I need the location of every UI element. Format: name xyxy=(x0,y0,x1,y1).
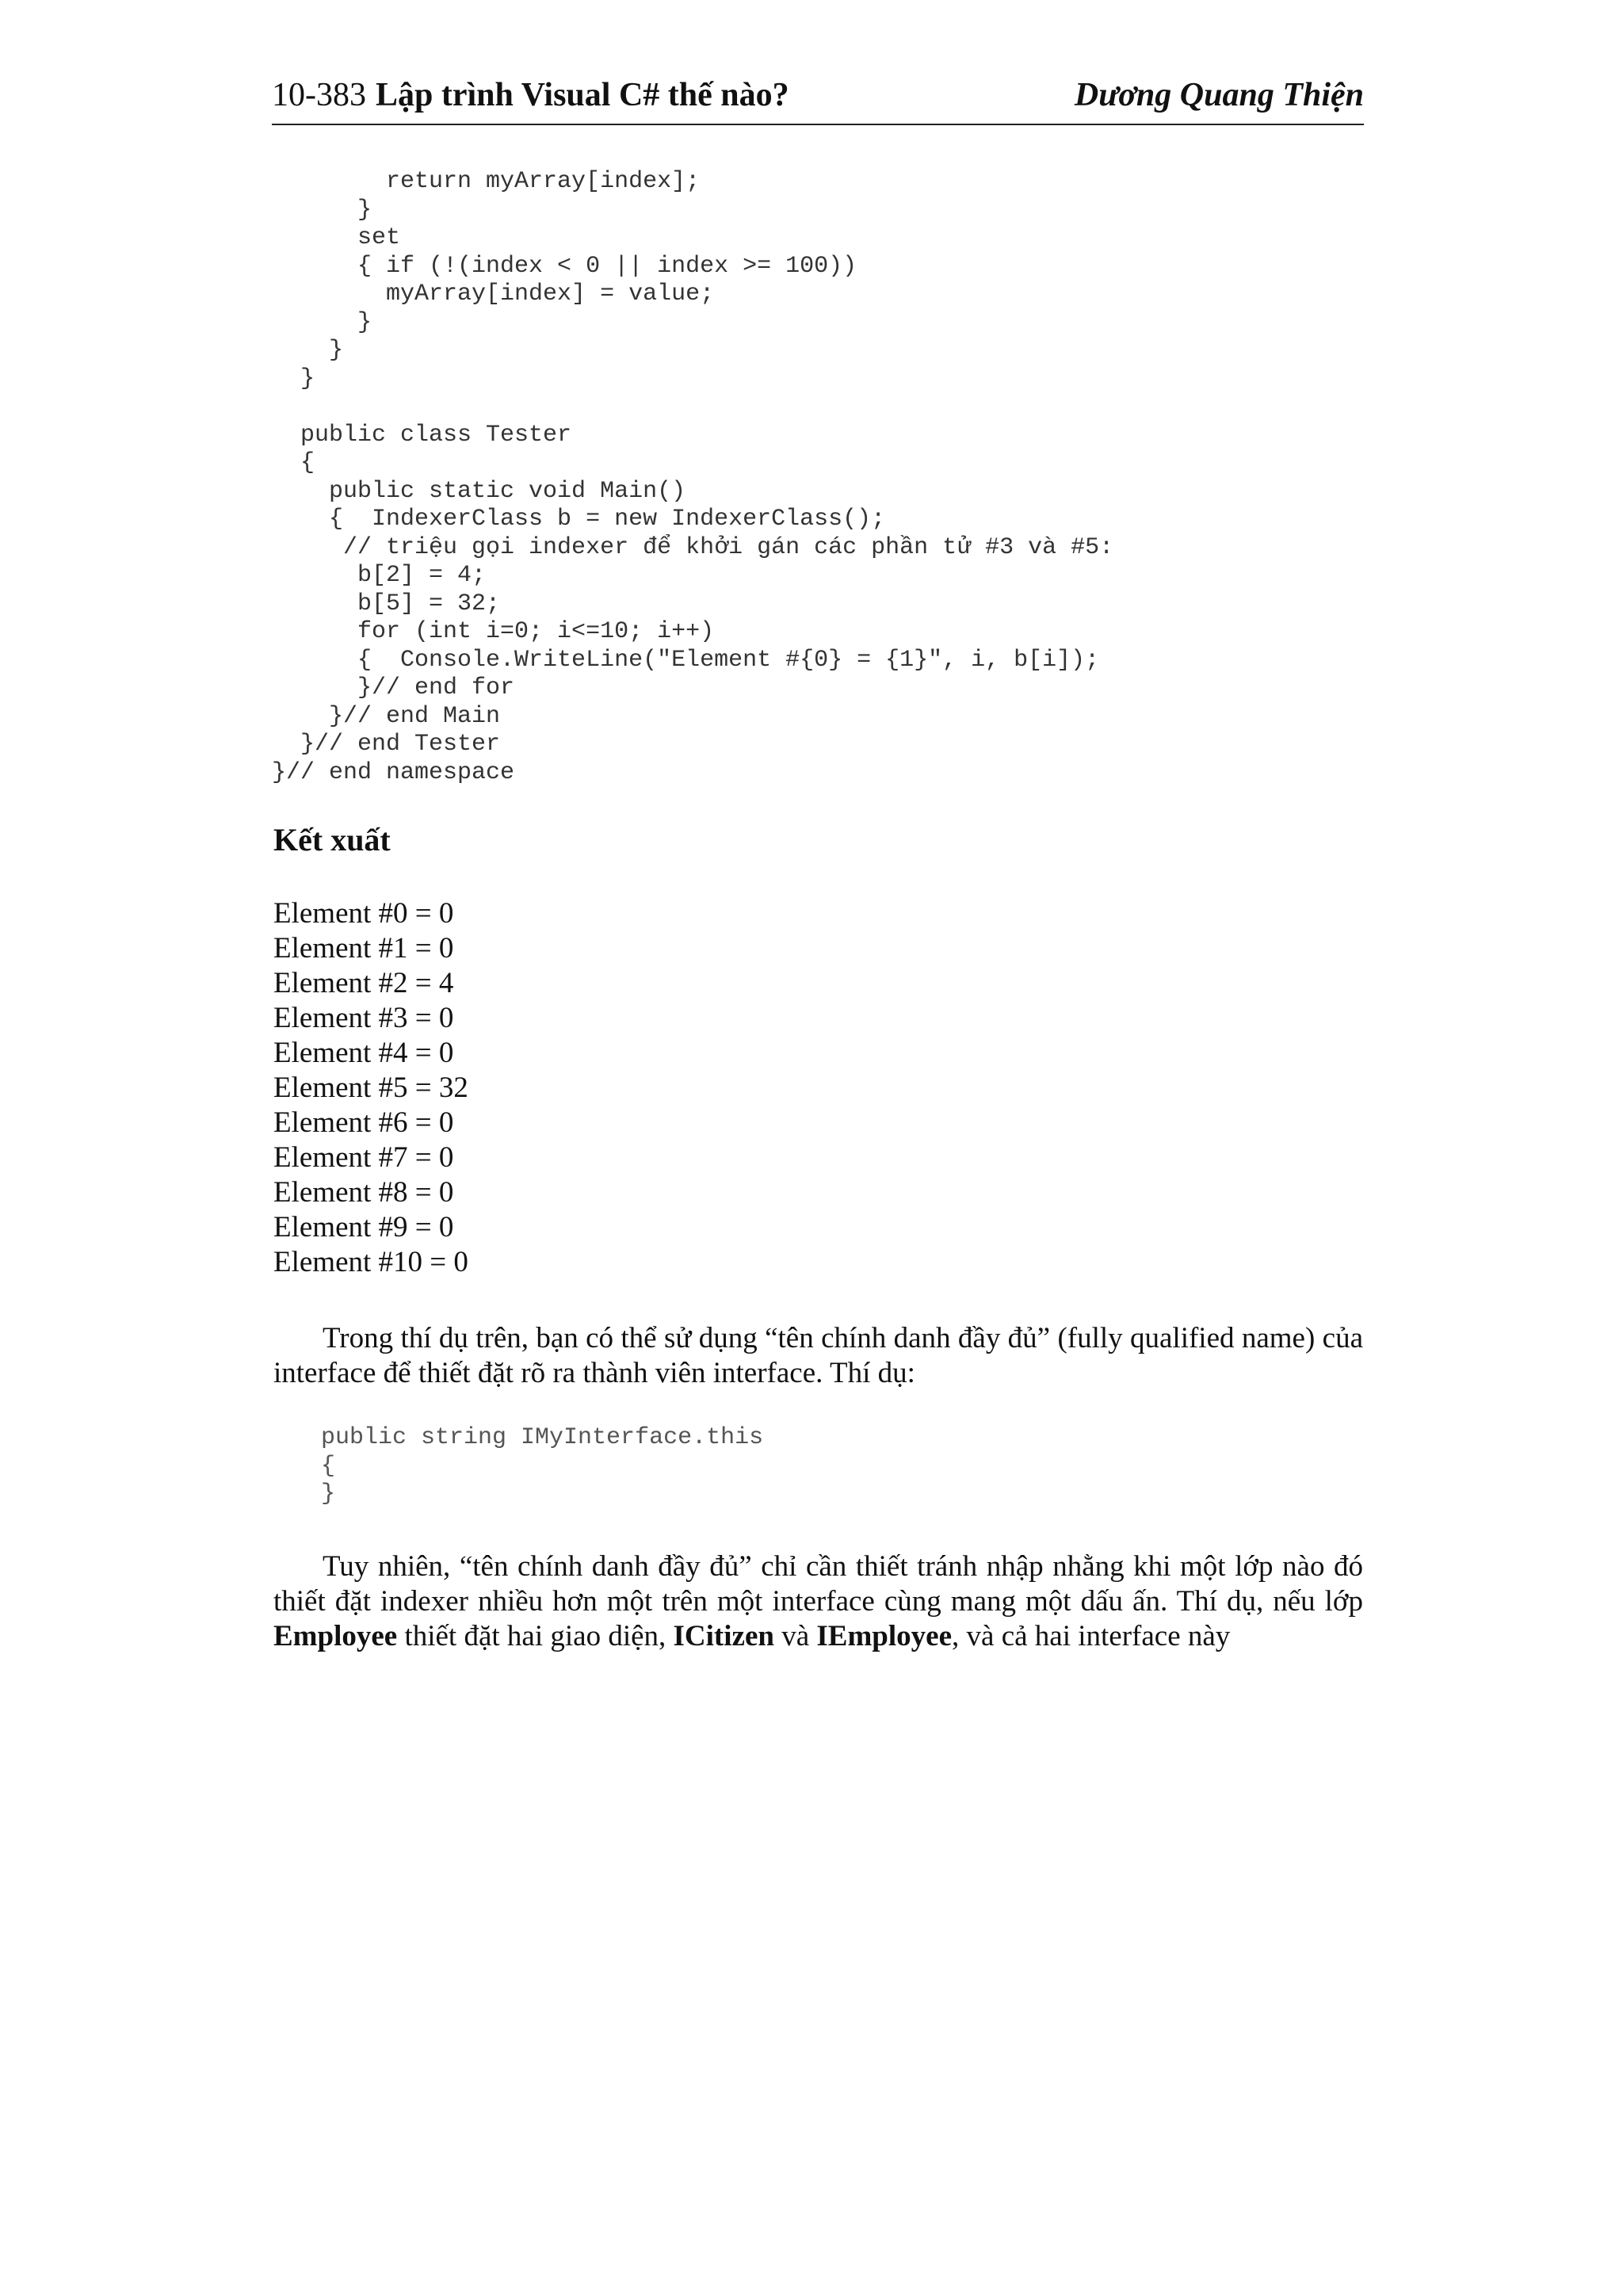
paragraph-2-text-4: , và cả hai interface này xyxy=(952,1620,1231,1652)
output-line: Element #9 = 0 xyxy=(273,1211,454,1244)
code-listing: return myArray[index]; } set { if (!(index < 0 || index >= 100)) myArray[index] = value; } } } public class Tester { public static void Main() { IndexerClass b = new IndexerClass(); // triệu gọi indexer để khởi gán các phần tử #3 và #5: b[2] = 4; b[5] = 32; for (int i=0; i<=10; i++) { Console.WriteLine("Element #{0} = {1}", i, b[i]); }// end for }// end Main }// end Tester }// end namespace xyxy=(272,168,1114,786)
output-line: Element #6 = 0 xyxy=(273,1106,454,1139)
output-line: Element #3 = 0 xyxy=(273,1002,454,1034)
paragraph-2-text-3: và xyxy=(773,1620,817,1652)
output-line: Element #10 = 0 xyxy=(273,1246,468,1278)
section-heading: Kết xuất xyxy=(273,822,391,858)
body-paragraph-2 xyxy=(273,1549,1363,1654)
class-name-employee: Employee xyxy=(273,1620,398,1652)
paragraph-1-text: Trong thí dụ trên, bạn có thể sử dụng “tên chính danh đầy đủ” (fully qualified name) của interface để thiết đặt rõ ra thành viên interface. Thí dụ: xyxy=(273,1322,1363,1389)
output-line: Element #0 = 0 xyxy=(273,897,454,930)
page-number: 10-383 xyxy=(272,77,366,113)
interface-name-iemployee: IEmployee xyxy=(816,1620,953,1652)
book-title: Lập trình Visual C# thế nào? xyxy=(376,77,789,113)
body-paragraph-1 xyxy=(273,1321,1363,1391)
output-line: Element #4 = 0 xyxy=(273,1037,454,1069)
output-line: Element #7 = 0 xyxy=(273,1141,454,1174)
interface-name-icitizen: ICitizen xyxy=(673,1620,774,1652)
paragraph-2-text-2: thiết đặt hai giao diện, xyxy=(397,1620,674,1652)
author-name: Dương Quang Thiện xyxy=(1074,77,1364,113)
output-line: Element #8 = 0 xyxy=(273,1176,454,1209)
page-header xyxy=(272,76,1364,125)
output-line: Element #5 = 32 xyxy=(273,1072,468,1104)
output-line: Element #2 = 4 xyxy=(273,967,454,999)
header-left xyxy=(272,76,789,114)
code-snippet: public string IMyInterface.this { } xyxy=(321,1424,764,1507)
output-list xyxy=(273,896,468,1280)
output-line: Element #1 = 0 xyxy=(273,932,454,965)
paragraph-2-text-1: Tuy nhiên, “tên chính danh đầy đủ” chỉ cần thiết tránh nhập nhằng khi một lớp nào đó thiết đặt indexer nhiều hơn một trên một interface cùng mang một dấu ấn. Thí dụ, nếu lớp xyxy=(273,1550,1363,1618)
